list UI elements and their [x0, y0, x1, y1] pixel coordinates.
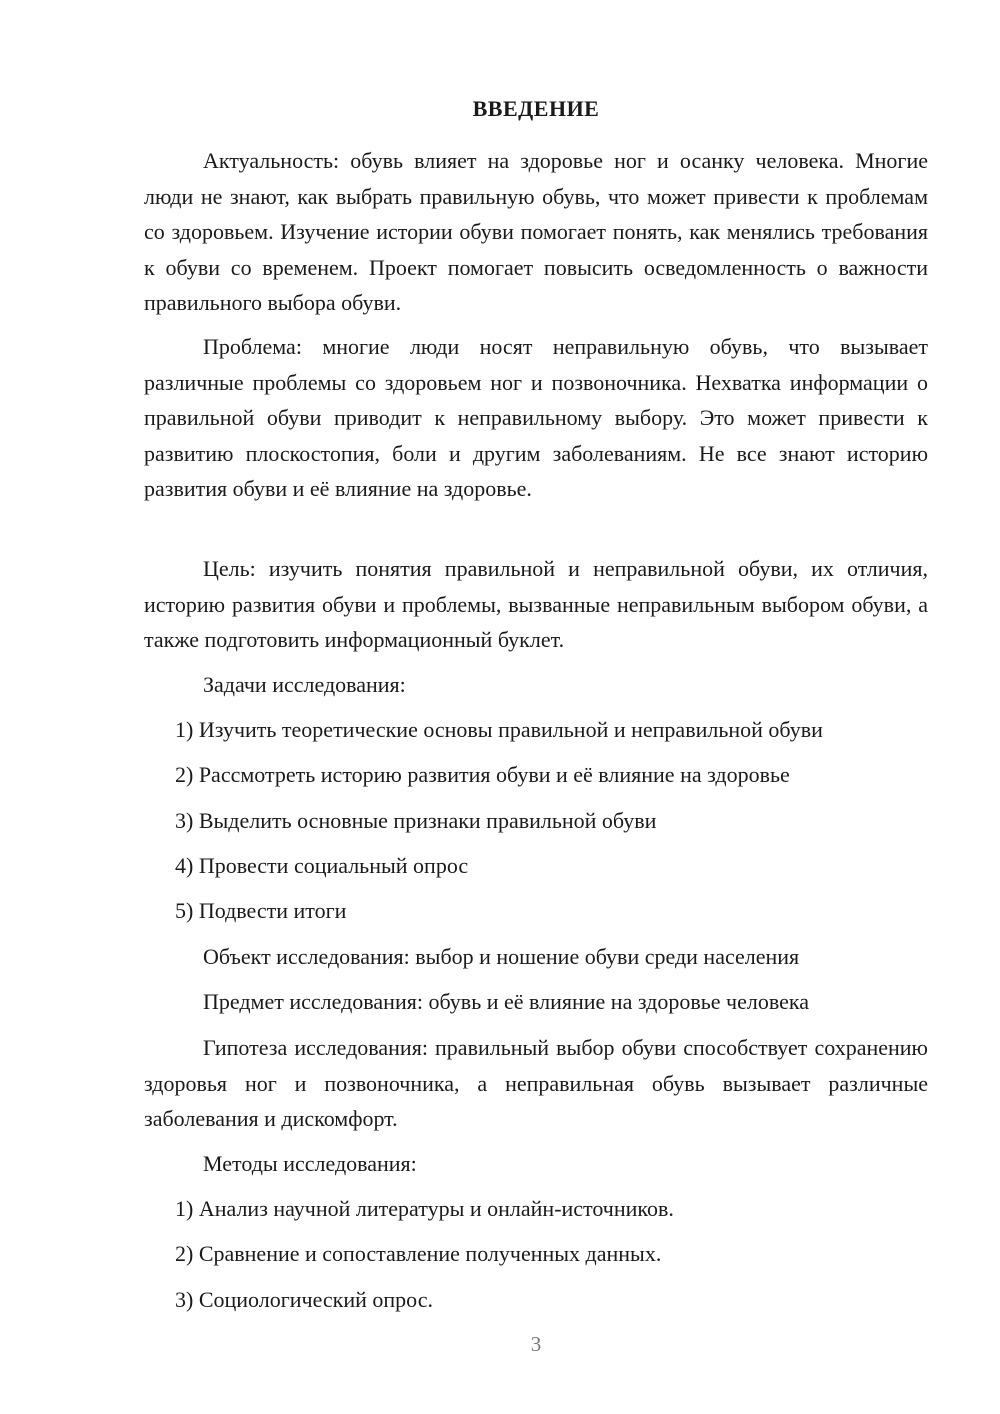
task-item-2: 2) Рассмотреть историю развития обуви и её влияние на здоровье [175, 762, 790, 787]
problem-paragraph: Проблема: многие люди носят неправильную обувь, что вызывает различные проблемы со здоровьем ног и позвоночника. Нехватка информации о правильной обуви приводит к неправильному выбору. Это может привести к развитию плоскостопия, боли и другим заболеваниям. Не все знают историю развития обуви и её влияние на здоровье. [144, 334, 928, 501]
research-subject: Предмет исследования: обувь и её влияние на здоровье человека [203, 989, 809, 1014]
hypothesis-paragraph: Гипотеза исследования: правильный выбор обуви способствует сохранению здоровья ног и позвоночника, а неправильная обувь вызывает различные заболевания и дискомфорт. [144, 1035, 928, 1131]
task-item-1: 1) Изучить теоретические основы правильной и неправильной обуви [175, 717, 823, 742]
page-title: ВВЕДЕНИЕ [472, 96, 600, 121]
goal-paragraph: Цель: изучить понятия правильной и неправильной обуви, их отличия, историю развития обуви и проблемы, вызванные неправильным выбором обуви, а также подготовить информационный буклет. [144, 556, 928, 652]
task-item-4: 4) Провести социальный опрос [175, 853, 469, 878]
research-object: Объект исследования: выбор и ношение обуви среди населения [203, 944, 800, 969]
page-number: 3 [530, 1332, 542, 1356]
tasks-heading: Задачи исследования: [203, 672, 406, 697]
methods-heading: Методы исследования: [203, 1151, 417, 1176]
method-item-3: 3) Социологический опрос. [175, 1287, 433, 1312]
method-item-1: 1) Анализ научной литературы и онлайн-источников. [175, 1196, 674, 1221]
task-item-5: 5) Подвести итоги [175, 898, 347, 923]
relevance-paragraph: Актуальность: обувь влияет на здоровье ног и осанку человека. Многие люди не знают, как выбрать правильную обувь, что может привести к проблемам со здоровьем. Изучение истории обуви помогает понять, как менялись требования к обуви со временем. Проект помогает повысить осведомленность о важности правильного выбора обуви. [144, 148, 928, 315]
method-item-2: 2) Сравнение и сопоставление полученных данных. [175, 1241, 662, 1266]
task-item-3: 3) Выделить основные признаки правильной обуви [175, 808, 657, 833]
